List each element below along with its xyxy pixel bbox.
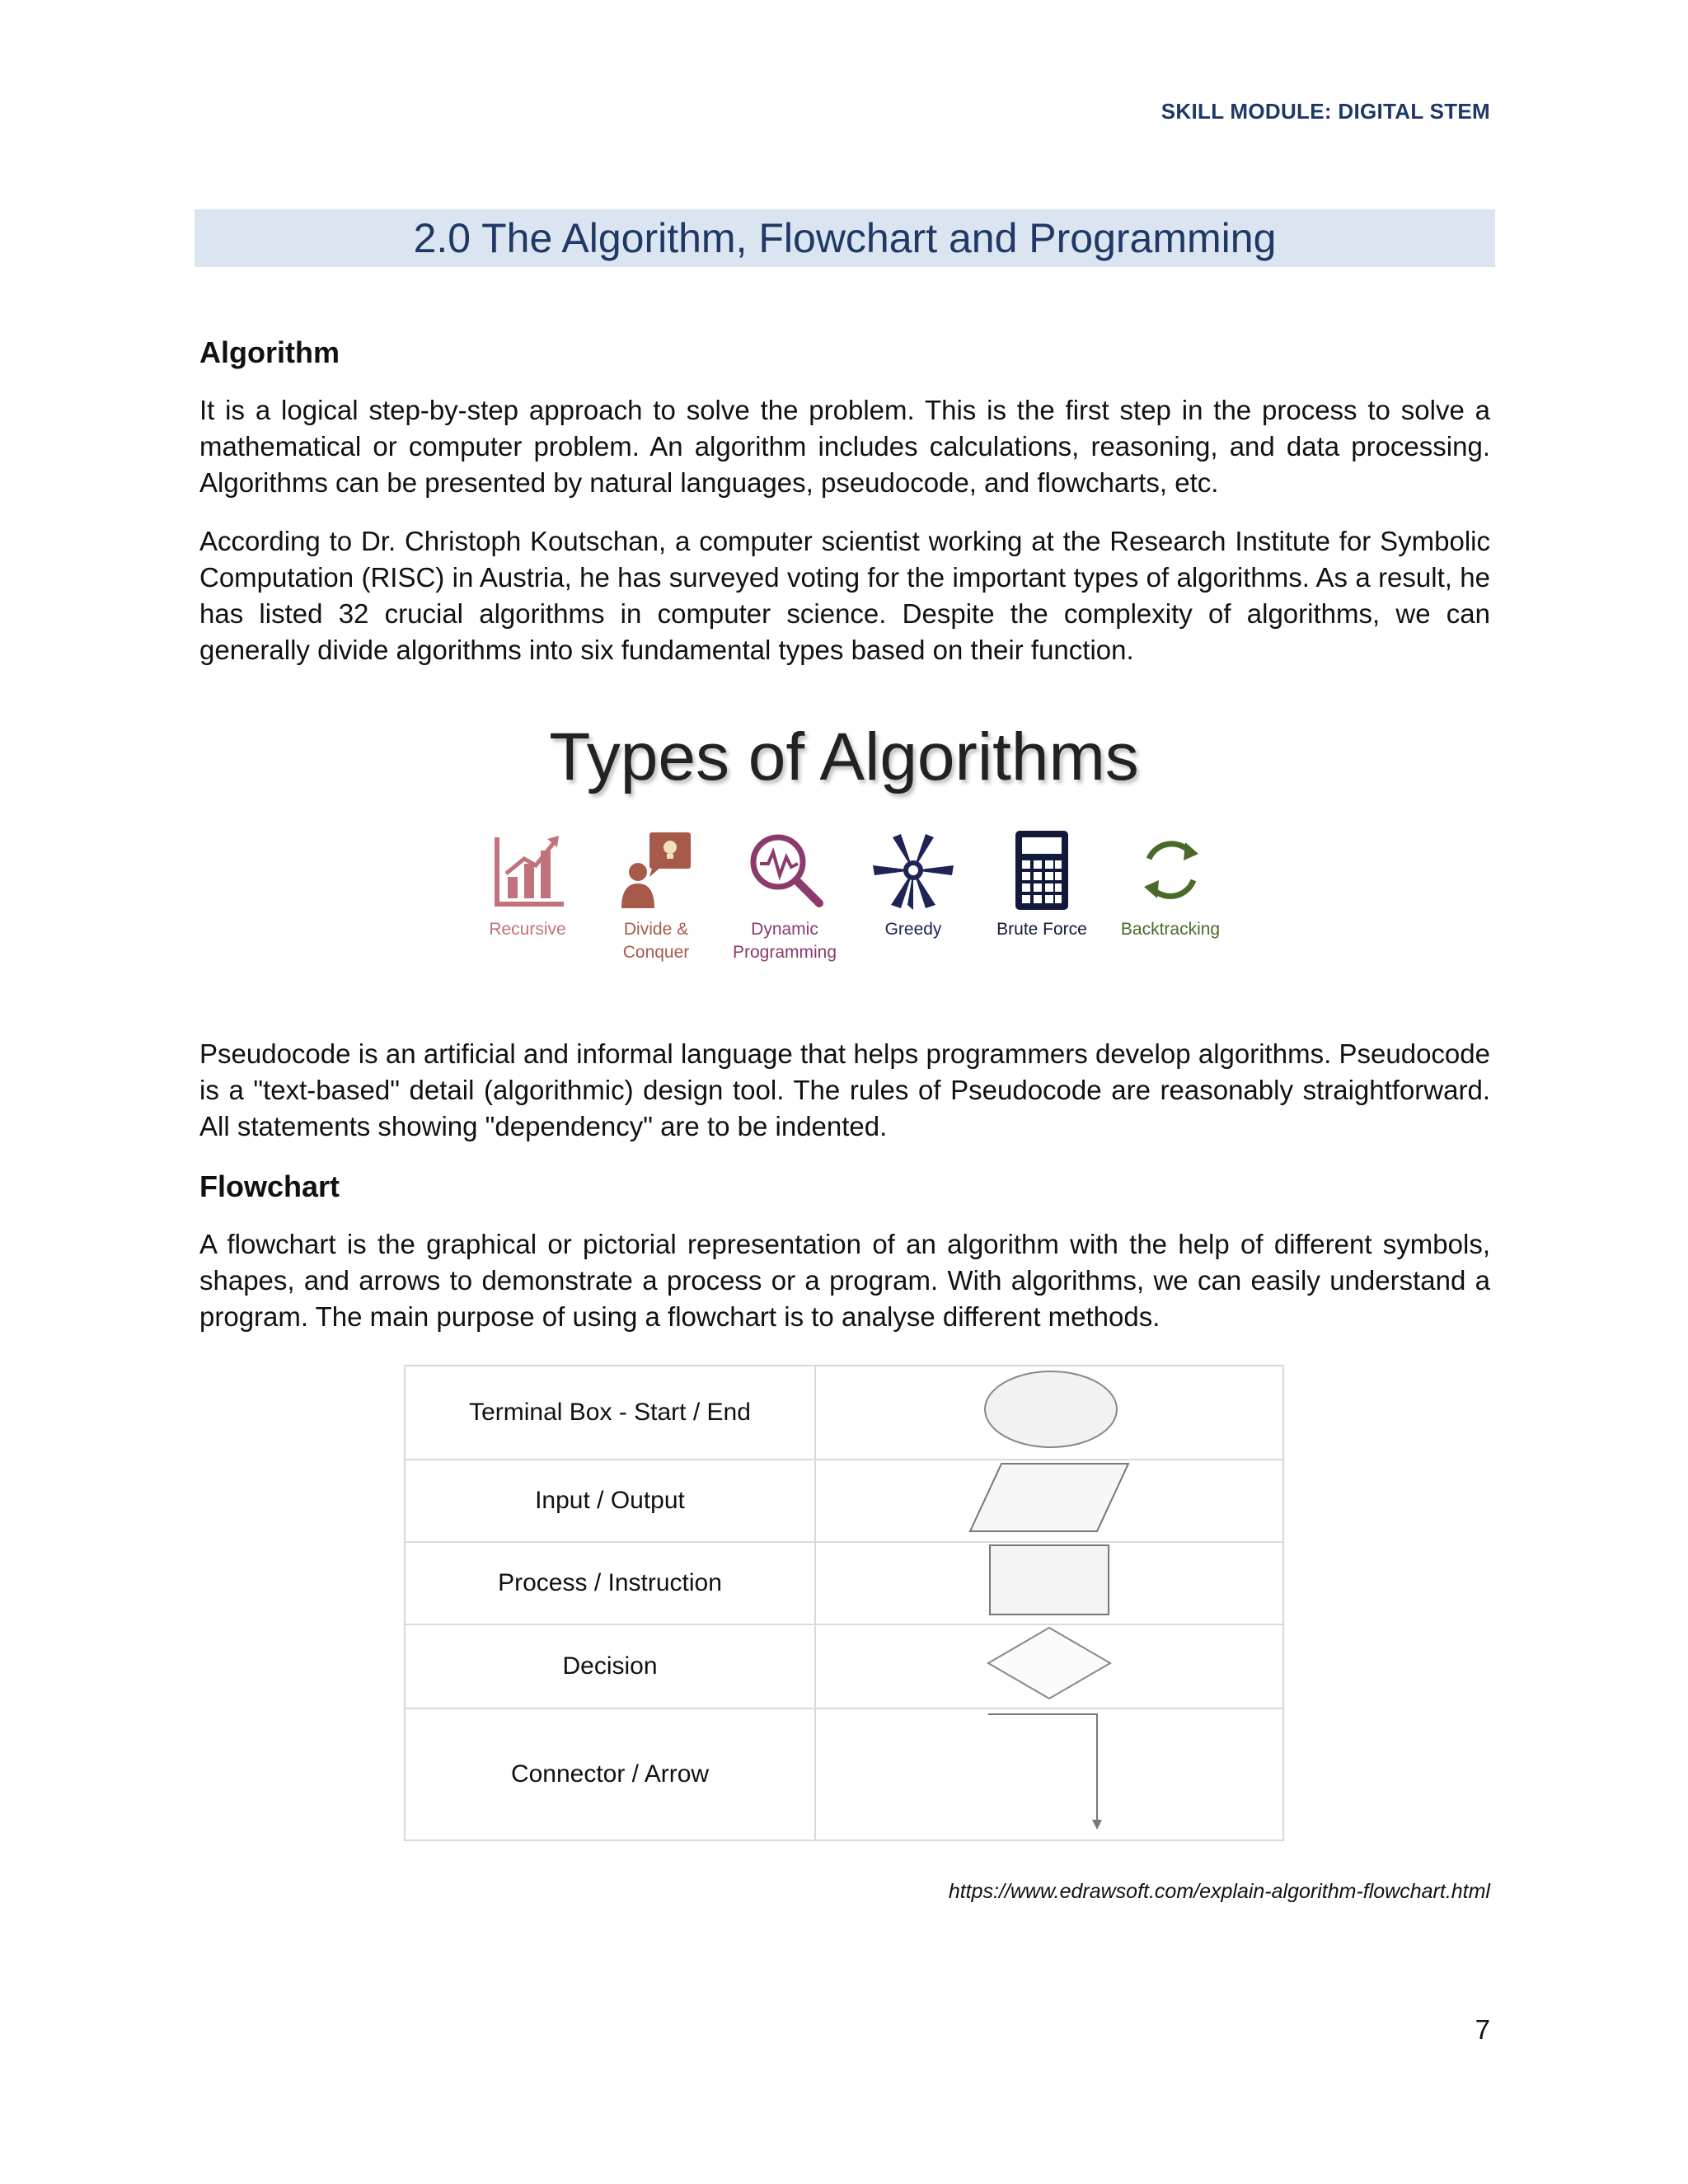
algo-type-recursive	[462, 829, 593, 941]
pseudocode-paragraph: Pseudocode is an artificial and informal language that helps programmers develop algorithms. Pseudocode is a "text-based" detail (algorithmic) design tool. The rules of Pseudocode are reasonably straightforward. All statements showing "dependency" are to be indented.	[199, 1038, 1490, 1141]
algorithm-heading: Algorithm	[199, 335, 340, 369]
algo-label: Dynamic Programming	[732, 920, 837, 962]
table-row	[405, 1708, 1283, 1840]
flowchart-paragraph: A flowchart is the graphical or pictorial representation of an algorithm with the help of different symbols, shapes, and arrows to demonstrate a process or a program. With algorithms, we can easily understand a program. The main purpose of using a flowchart is to analyse different methods.	[199, 1229, 1490, 1332]
algo-label: Brute Force	[996, 920, 1087, 939]
algorithm-section	[199, 335, 1490, 668]
symbol-name: Decision	[405, 1624, 815, 1708]
algo-type-dynamic-programming	[719, 829, 851, 964]
calculator-icon	[1002, 829, 1081, 912]
module-header: SKILL MODULE: DIGITAL STEM	[1160, 99, 1490, 124]
symbol-shape-cell	[815, 1624, 1283, 1708]
types-of-algorithms-title: Types of Algorithms	[549, 719, 1139, 794]
symbol-shape-cell	[815, 1542, 1283, 1624]
flowchart-heading: Flowchart	[199, 1169, 340, 1203]
algo-label: Greedy	[884, 920, 942, 939]
algorithm-paragraph-2: According to Dr. Christoph Koutschan, a computer scientist working at the Research Institute for Symbolic Computation (RISC) in Austria, he has surveyed voting for the important types of algorithms. As a result, he has listed 32 crucial algorithms in computer science. Despite the complexity of algorithms, we can generally divide algorithms into six fundamental types based on their function.	[199, 526, 1490, 665]
algo-label: Divide & Conquer	[622, 920, 690, 962]
table-row	[405, 1460, 1283, 1542]
symbol-shape-cell	[815, 1460, 1283, 1542]
symbol-name: Connector / Arrow	[405, 1708, 815, 1840]
algorithm-types-figure	[462, 829, 1236, 994]
terminal-oval-shape	[975, 1366, 1123, 1452]
connector-arrow-shape	[983, 1709, 1115, 1833]
person-idea-icon	[617, 829, 696, 912]
source-footnote: https://www.edrawsoft.com/explain-algorithm-flowchart.html	[948, 1880, 1490, 1903]
algo-type-backtracking	[1104, 829, 1236, 941]
symbol-shape-cell	[815, 1366, 1283, 1460]
algo-label: Backtracking	[1120, 920, 1221, 939]
pseudocode-section	[199, 1036, 1490, 1335]
cycle-arrows-icon	[1131, 829, 1210, 912]
table-row	[405, 1624, 1283, 1708]
section-title: 2.0 The Algorithm, Flowchart and Programming	[413, 215, 1277, 261]
symbol-name: Terminal Box - Start / End	[405, 1366, 815, 1460]
io-parallelogram-shape	[967, 1460, 1132, 1535]
algo-type-brute-force	[976, 829, 1108, 941]
table-row	[405, 1542, 1283, 1624]
algo-type-greedy	[847, 829, 979, 941]
section-title-bar	[195, 209, 1495, 267]
bar-chart-icon	[488, 829, 567, 912]
algo-type-divide-conquer	[590, 829, 722, 964]
symbol-name: Process / Instruction	[405, 1542, 815, 1624]
table-row	[405, 1366, 1283, 1460]
symbol-shape-cell	[815, 1708, 1283, 1840]
process-rectangle-shape	[983, 1543, 1115, 1617]
algo-label: Recursive	[489, 920, 566, 939]
symbol-name: Input / Output	[405, 1460, 815, 1542]
page-number: 7	[1475, 2014, 1490, 2045]
algorithm-paragraph-1: It is a logical step-by-step approach to solve the problem. This is the first step in the process to solve a mathematical or computer problem. An algorithm includes calculations, reasoning, and data processing. Algorithms can be presented by natural languages, pseudocode, and flowcharts, etc.	[199, 395, 1490, 498]
decision-diamond-shape	[983, 1625, 1115, 1701]
flowchart-symbols-table	[404, 1365, 1284, 1841]
magnifier-pulse-icon	[745, 829, 824, 912]
hands-icon	[868, 829, 959, 912]
